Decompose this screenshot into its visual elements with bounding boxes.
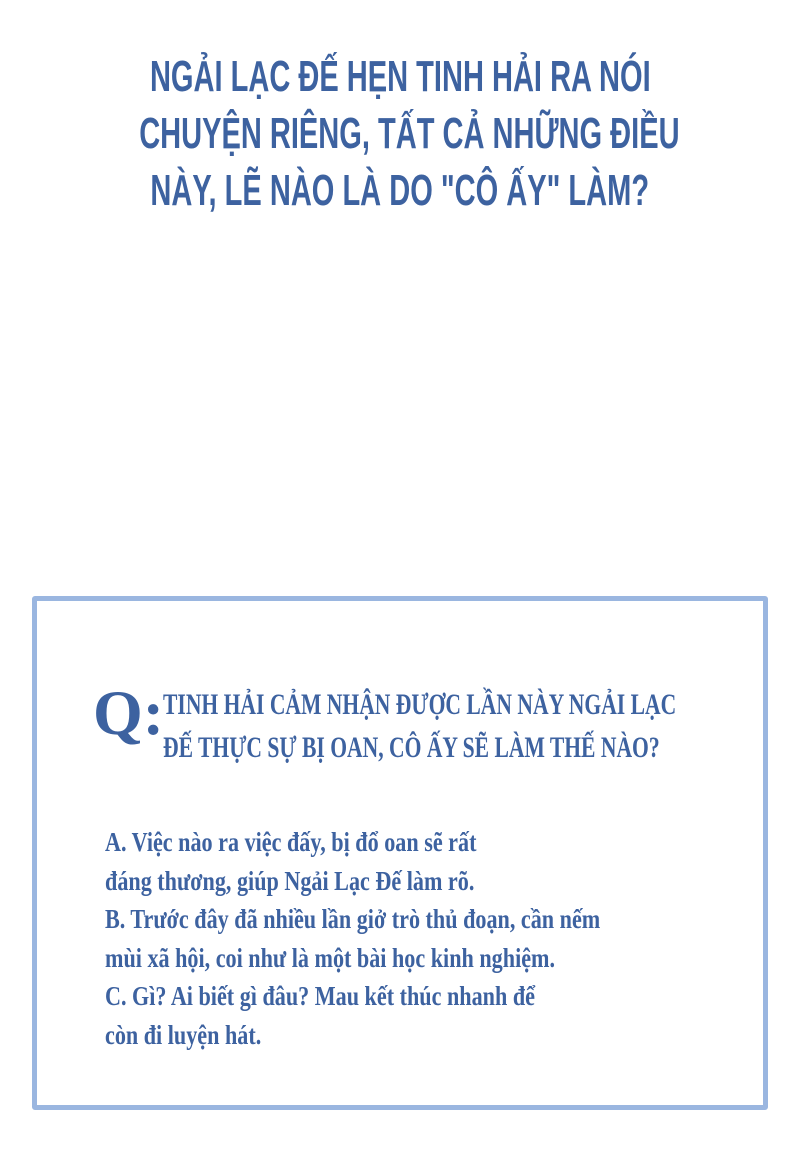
question-line: ĐẾ THỰC SỰ BỊ OAN, CÔ ẤY SẼ LÀM THẾ NÀO?: [163, 731, 660, 764]
quiz-box: [32, 596, 768, 1110]
title-line-text: CHUYỆN RIÊNG, TẤT CẢ NHỮNG ĐIỀU: [139, 109, 680, 158]
answer-options: [105, 823, 709, 1054]
question-text: [163, 683, 800, 769]
title-line: [0, 48, 800, 105]
title-line: [0, 162, 800, 219]
answer-c-line: C. Gì? Ai biết gì đâu? Mau kết thúc nhanh để: [105, 981, 535, 1011]
title-line-text: NGẢI LẠC ĐẾ HẸN TINH HẢI RA NÓI: [149, 52, 651, 101]
title-line-text: NÀY, LẼ NÀO LÀ DO "CÔ ẤY" LÀM?: [150, 166, 650, 215]
answer-b-line: mùi xã hội, coi như là một bài học kinh nghiệm.: [105, 942, 556, 973]
answer-b-line: B. Trước đây đã nhiều lần giở trò thủ đoạn, cần nếm: [105, 904, 601, 934]
answer-c-line: còn đi luyện hát.: [105, 1019, 262, 1050]
title-line: [0, 105, 800, 162]
answer-a-line: đáng thương, giúp Ngải Lạc Đế làm rõ.: [105, 865, 475, 896]
question-line: TINH HẢI CẢM NHẬN ĐƯỢC LẦN NÀY NGẢI LẠC: [163, 688, 677, 721]
answer-a-line: A. Việc nào ra việc đấy, bị đổ oan sẽ rất: [105, 827, 477, 857]
question-label: Q:: [93, 677, 165, 748]
page-title: [0, 48, 800, 219]
